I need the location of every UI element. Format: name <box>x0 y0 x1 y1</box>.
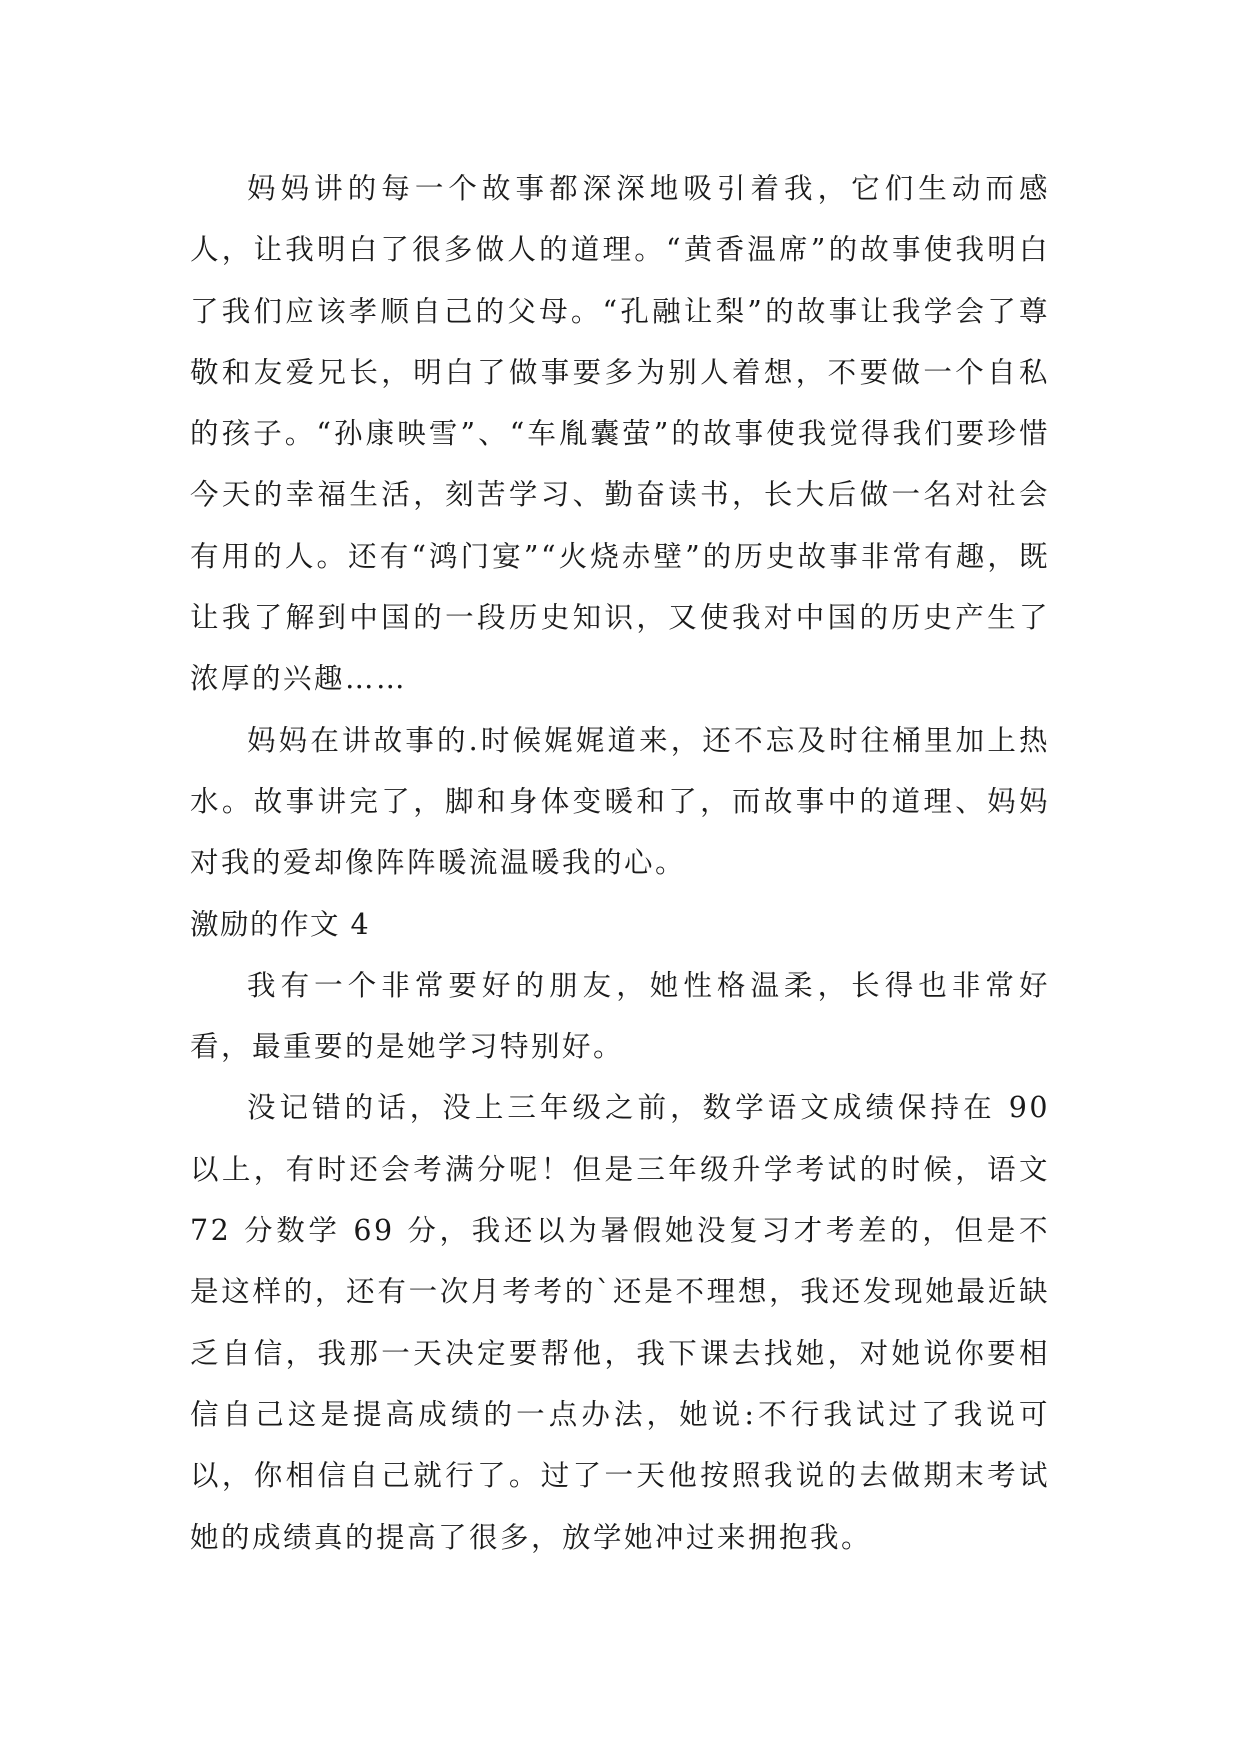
paragraph-stories-lessons: 妈妈讲的每一个故事都深深地吸引着我，它们生动而感人，让我明白了很多做人的道理。“黄香温席”的故事使我明白了我们应该孝顺自己的父母。“孔融让梨”的故事让我学会了尊敬和友爱兄长，明白了做事要多为别人着想，不要做一个自私的孩子。“孙康映雪”、“车胤囊萤”的故事使我觉得我们要珍惜今天的幸福生活，刻苦学习、勤奋读书，长大后做一名对社会有用的人。还有“鸿门宴”“火烧赤壁”的历史故事非常有趣，既让我了解到中国的一段历史知识，又使我对中国的历史产生了浓厚的兴趣…… <box>190 172 1050 696</box>
paragraph-good-friend: 我有一个非常要好的朋友，她性格温柔，长得也非常好看，最重要的是她学习特别好。 <box>190 968 1050 1064</box>
document-body <box>190 158 1050 1568</box>
paragraph-warm-water: 妈妈在讲故事的.时候娓娓道来，还不忘及时往桶里加上热水。故事讲完了，脚和身体变暖和了，而故事中的道理、妈妈对我的爱却像阵阵暖流温暖我的心。 <box>190 723 1050 880</box>
section-heading: 激励的作文 4 <box>190 907 371 941</box>
paragraph-exam-story: 没记错的话，没上三年级之前，数学语文成绩保持在 90 以上，有时还会考满分呢！但是三年级升学考试的时候，语文 72 分数学 69 分，我还以为暑假她没复习才考差的，但是不是这样的，还有一次月考考的`还是不理想，我还发现她最近缺乏自信，我那一天决定要帮他，我下课去找她，对她说你要相信自己这是提高成绩的一点办法，她说:不行我试过了我说可以，你相信自己就行了。过了一天他按照我说的去做期末考试她的成绩真的提高了很多，放学她冲过来拥抱我。 <box>190 1091 1050 1554</box>
